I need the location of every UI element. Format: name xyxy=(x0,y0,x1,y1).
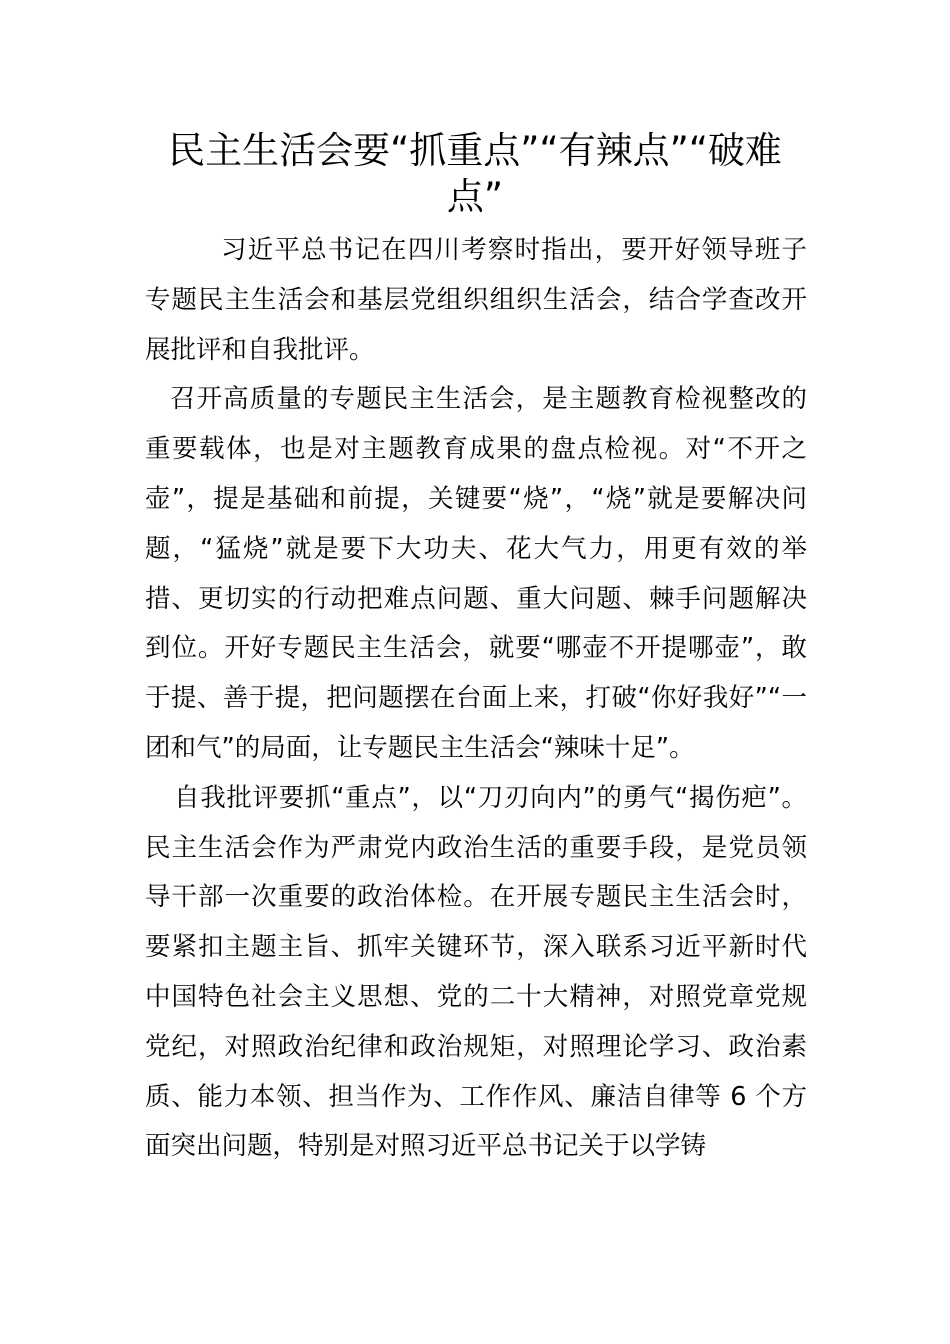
paragraph-3: 自我批评要抓“重点”，以“刀刃向内”的勇气“揭伤疤”。民主生活会作为严肃党内政治生活的重要手段，是党员领导干部一次重要的政治体检。在开展专题民主生活会时，要紧扣主题主旨、抓牢关键环节，深入联系习近平新时代中国特色社会主义思想、党的二十大精神，对照党章党规党纪，对照政治纪律和政治规矩，对照理论学习、政治素质、能力本领、担当作为、工作作风、廉洁自律等 6 个方面突出问题，特别是对照习近平总书记关于以学铸 xyxy=(145,782,807,1162)
document-title: 民主生活会要“抓重点”“有辣点”“破难点” xyxy=(168,129,782,218)
document-body xyxy=(145,226,807,1172)
paragraph-2: 召开高质量的专题民主生活会，是主题教育检视整改的重要载体，也是对主题教育成果的盘点检视。对“不开之壶”，提是基础和前提，关键要“烧”，“烧”就是要解决问题，“猛烧”就是要下大功夫、花大气力，用更有效的举措、更切实的行动把难点问题、重大问题、棘手问题解决到位。开好专题民主生活会，就要“哪壶不开提哪壶”，敢于提、善于提，把问题摆在台面上来，打破“你好我好”“一团和气”的局面，让专题民主生活会“辣味十足”。 xyxy=(145,384,807,763)
paragraph-1: 习近平总书记在四川考察时指出，要开好领导班子专题民主生活会和基层党组织组织生活会，结合学查改开展批评和自我批评。 xyxy=(145,235,807,365)
